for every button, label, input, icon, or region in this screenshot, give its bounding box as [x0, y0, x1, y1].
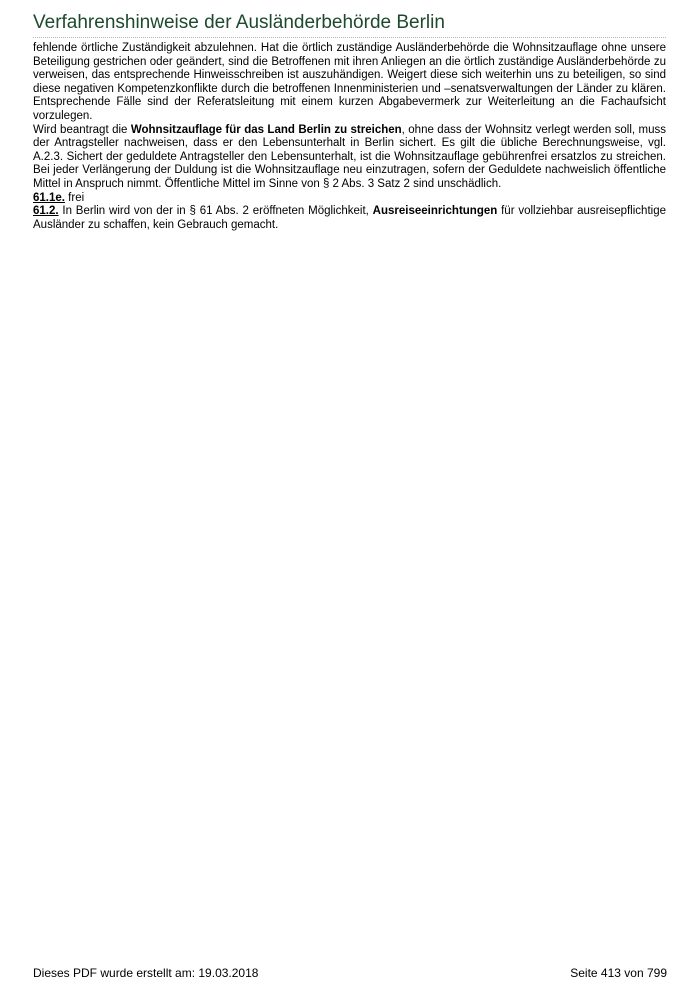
section-61-1e-text: frei: [64, 191, 85, 204]
section-61-2-intro: In Berlin wird von der in § 61 Abs. 2 eröffneten Möglichkeit,: [58, 205, 373, 218]
paragraph-2-intro: Wird beantragt die: [33, 123, 131, 136]
section-number-61-2: 61.2.: [33, 205, 59, 218]
section-number-61-1e: 61.1e.: [33, 191, 65, 204]
header-divider: [33, 37, 666, 38]
paragraph-1: fehlende örtliche Zuständigkeit abzulehnen. Hat die örtlich zuständige Ausländerbehörde die Wohnsitzauflage ohne unsere Beteiligung gestrichen oder geändert, sind die Betroffenen mit ihren Anliegen an die örtlich zuständige Ausländerbehörde zu verweisen, das entsprechende Hinweisschreiben ist auszuhändigen. Weigert diese sich weiterhin uns zu beteiligen, so sind diese negativen Kompetenzkonflikte durch die betroffenen Innenministerien und –senatsverwaltungen der Länder zu klären. Entsprechende Fälle sind der Referatsleitung mit einem kurzen Abgabevermerk zur Weiterleitung an die Fachaufsicht vorzulegen.: [33, 42, 666, 122]
paragraph-2-emphasis: Wohnsitzauflage für das Land Berlin zu streichen: [130, 123, 402, 136]
section-61-2: [33, 205, 666, 232]
section-61-2-text: für vollziehbar ausreisepflichtige Ausländer zu schaffen, kein Gebrauch gemacht.: [33, 205, 666, 231]
footer-page-number: Seite 413 von 799: [570, 966, 667, 980]
paragraph-2: [33, 124, 666, 192]
footer-created-date: Dieses PDF wurde erstellt am: 19.03.2018: [33, 966, 259, 980]
page-header-title: Verfahrenshinweise der Ausländerbehörde Berlin: [33, 12, 445, 33]
paragraph-2-text: , ohne dass der Wohnsitz verlegt werden soll, muss der Antragsteller nachweisen, dass er den Lebensunterhalt in Berlin sichert. Es gilt die übliche Berechnungsweise, vgl. A.2.3. Sichert der geduldete Antragsteller den Lebensunterhalt, ist die Wohnsitzauflage gebührenfrei ersatzlos zu streichen. Bei jeder Verlängerung der Duldung ist die Wohnsitzauflage neu einzutragen, sofern der Geduldete nachweislich öffentliche Mittel in Anspruch nimmt. Öffentliche Mittel im Sinne von § 2 Abs. 3 Satz 2 sind unschädlich.: [33, 123, 666, 190]
section-61-2-emphasis: Ausreiseeinrichtungen: [372, 205, 498, 218]
document-body: [33, 42, 666, 232]
section-61-1e: [33, 192, 666, 206]
